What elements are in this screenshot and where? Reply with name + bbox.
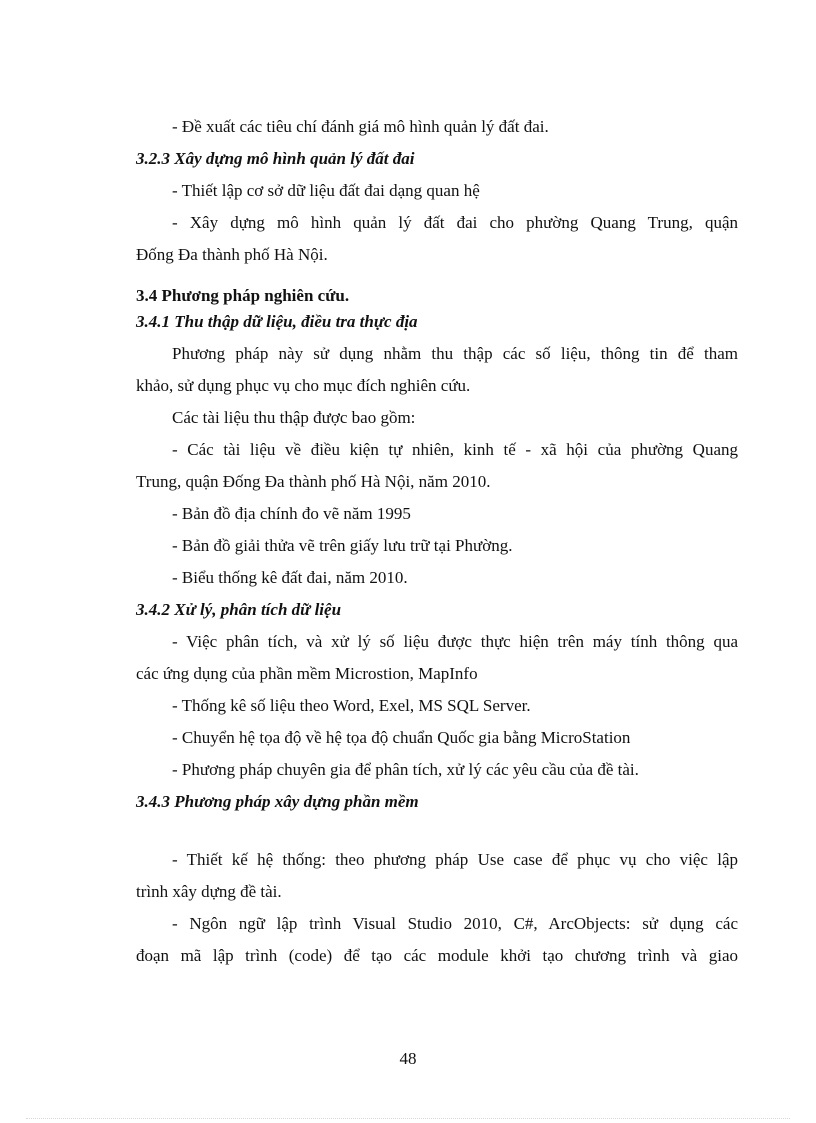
paragraph-line: Phương pháp này sử dụng nhằm thu thập các số liệu, thông tin để tham <box>172 344 738 363</box>
paragraph-line: Đống Đa thành phố Hà Nội. <box>136 245 328 264</box>
bullet-line: - Thống kê số liệu theo Word, Exel, MS SQL Server. <box>172 696 531 715</box>
bullet-line: - Bản đồ địa chính đo vẽ năm 1995 <box>172 504 411 523</box>
bullet-line: - Việc phân tích, và xử lý số liệu được thực hiện trên máy tính thông qua <box>172 632 738 651</box>
paragraph-line: khảo, sử dụng phục vụ cho mục đích nghiên cứu. <box>136 376 471 395</box>
bullet-line: - Bản đồ giải thửa vẽ trên giấy lưu trữ tại Phường. <box>172 536 513 555</box>
bullet-line: - Thiết kế hệ thống: theo phương pháp Use case để phục vụ cho việc lập <box>172 850 738 869</box>
section-heading-3-2-3: 3.2.3 Xây dựng mô hình quản lý đất đai <box>136 149 415 168</box>
bullet-line: - Các tài liệu về điều kiện tự nhiên, kinh tế - xã hội của phường Quang <box>172 440 738 459</box>
paragraph-line: các ứng dụng của phần mềm Microstion, MapInfo <box>136 664 478 683</box>
bullet-line: - Ngôn ngữ lập trình Visual Studio 2010, C#, ArcObjects: sử dụng các <box>172 914 738 933</box>
bullet-line: - Biểu thống kê đất đai, năm 2010. <box>172 568 408 587</box>
section-heading-3-4-3: 3.4.3 Phương pháp xây dựng phần mềm <box>136 792 419 811</box>
section-heading-3-4-1: 3.4.1 Thu thập dữ liệu, điều tra thực địa <box>136 312 418 331</box>
page-number: 48 <box>399 1049 417 1068</box>
paragraph-line: đoạn mã lập trình (code) để tạo các module khởi tạo chương trình và giao <box>136 946 738 965</box>
bullet-line: - Đề xuất các tiêu chí đánh giá mô hình quản lý đất đai. <box>172 117 549 136</box>
bullet-line: - Xây dựng mô hình quản lý đất đai cho phường Quang Trung, quận <box>172 213 738 232</box>
section-heading-3-4: 3.4 Phương pháp nghiên cứu. <box>136 286 350 305</box>
paragraph-line: Trung, quận Đống Đa thành phố Hà Nội, năm 2010. <box>136 472 491 491</box>
bullet-line: - Thiết lập cơ sở dữ liệu đất đai dạng quan hệ <box>172 181 480 200</box>
bullet-line: - Phương pháp chuyên gia để phân tích, xử lý các yêu cầu của đề tài. <box>172 760 639 779</box>
bullet-line: - Chuyển hệ tọa độ về hệ tọa độ chuẩn Quốc gia bằng MicroStation <box>172 728 631 747</box>
section-heading-3-4-2: 3.4.2 Xử lý, phân tích dữ liệu <box>136 600 342 619</box>
paragraph-line: trình xây dựng đề tài. <box>136 882 282 901</box>
page-bottom-divider <box>26 1118 790 1119</box>
paragraph-line: Các tài liệu thu thập được bao gồm: <box>172 408 416 427</box>
